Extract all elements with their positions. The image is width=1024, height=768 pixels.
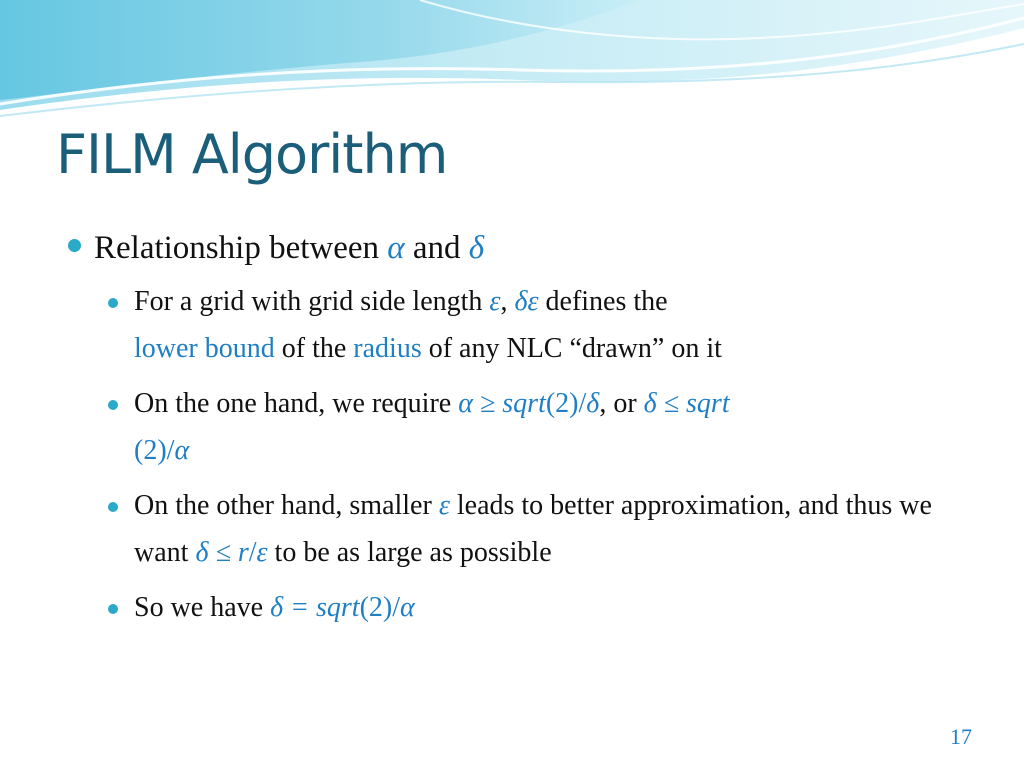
header-wave-decoration — [0, 0, 1024, 130]
sub-bullet-text: So we have — [134, 592, 271, 623]
math-expression: / — [248, 537, 257, 568]
bullet-dot-icon — [108, 604, 118, 614]
math-symbol: α — [400, 592, 415, 623]
sub-bullet-text: to be as large as possible — [267, 537, 552, 568]
sub-bullet-text: defines the — [538, 286, 668, 317]
sub-bullet-grid-side-length — [62, 278, 982, 372]
math-expression: (2)/ — [545, 388, 587, 419]
math-symbol: α — [387, 230, 405, 266]
math-symbol: ε — [438, 490, 450, 521]
sub-bullet-text: of the — [274, 333, 354, 364]
bullet-dot-icon — [108, 298, 118, 308]
sub-bullet-requirement — [62, 380, 982, 474]
sub-bullet-conclusion — [62, 584, 982, 631]
sub-bullet-list — [62, 278, 982, 631]
main-bullet — [62, 226, 982, 270]
math-symbol: ε — [489, 286, 501, 317]
sub-bullet-text: For a grid with grid side length — [134, 286, 490, 317]
sub-bullet-text: leads to better approximation, and thus we want — [134, 490, 932, 568]
bullet-dot-icon — [68, 239, 81, 252]
sub-bullet-text: On the other hand, smaller — [134, 490, 439, 521]
main-bullet-text: Relationship between — [94, 230, 388, 266]
page-title: FILM Algorithm — [56, 123, 448, 186]
math-symbol: δ — [586, 388, 600, 419]
math-expression: (2)/ — [134, 435, 175, 466]
math-expression: δ = sqrt — [270, 592, 360, 623]
slide-content — [62, 226, 982, 639]
math-expression: (2)/ — [359, 592, 400, 623]
sub-bullet-text: , — [500, 286, 515, 317]
main-bullet-text: and — [404, 230, 469, 266]
math-symbol: ε — [256, 537, 268, 568]
bullet-dot-icon — [108, 502, 118, 512]
bullet-dot-icon — [108, 400, 118, 410]
math-expression: δ ≤ sqrt — [643, 388, 730, 419]
math-expression: α ≥ sqrt — [458, 388, 546, 419]
highlight-term: lower bound — [134, 333, 275, 364]
sub-bullet-text: of any NLC “drawn” on it — [421, 333, 722, 364]
sub-bullet-text: On the one hand, we require — [134, 388, 459, 419]
math-symbol: δ — [468, 230, 485, 266]
math-symbol: δε — [514, 286, 539, 317]
sub-bullet-approximation — [62, 482, 982, 576]
math-expression: δ ≤ r — [195, 537, 249, 568]
page-number: 17 — [950, 724, 972, 749]
math-symbol: α — [174, 435, 190, 466]
highlight-term: radius — [353, 333, 422, 364]
sub-bullet-text: , or — [599, 388, 644, 419]
